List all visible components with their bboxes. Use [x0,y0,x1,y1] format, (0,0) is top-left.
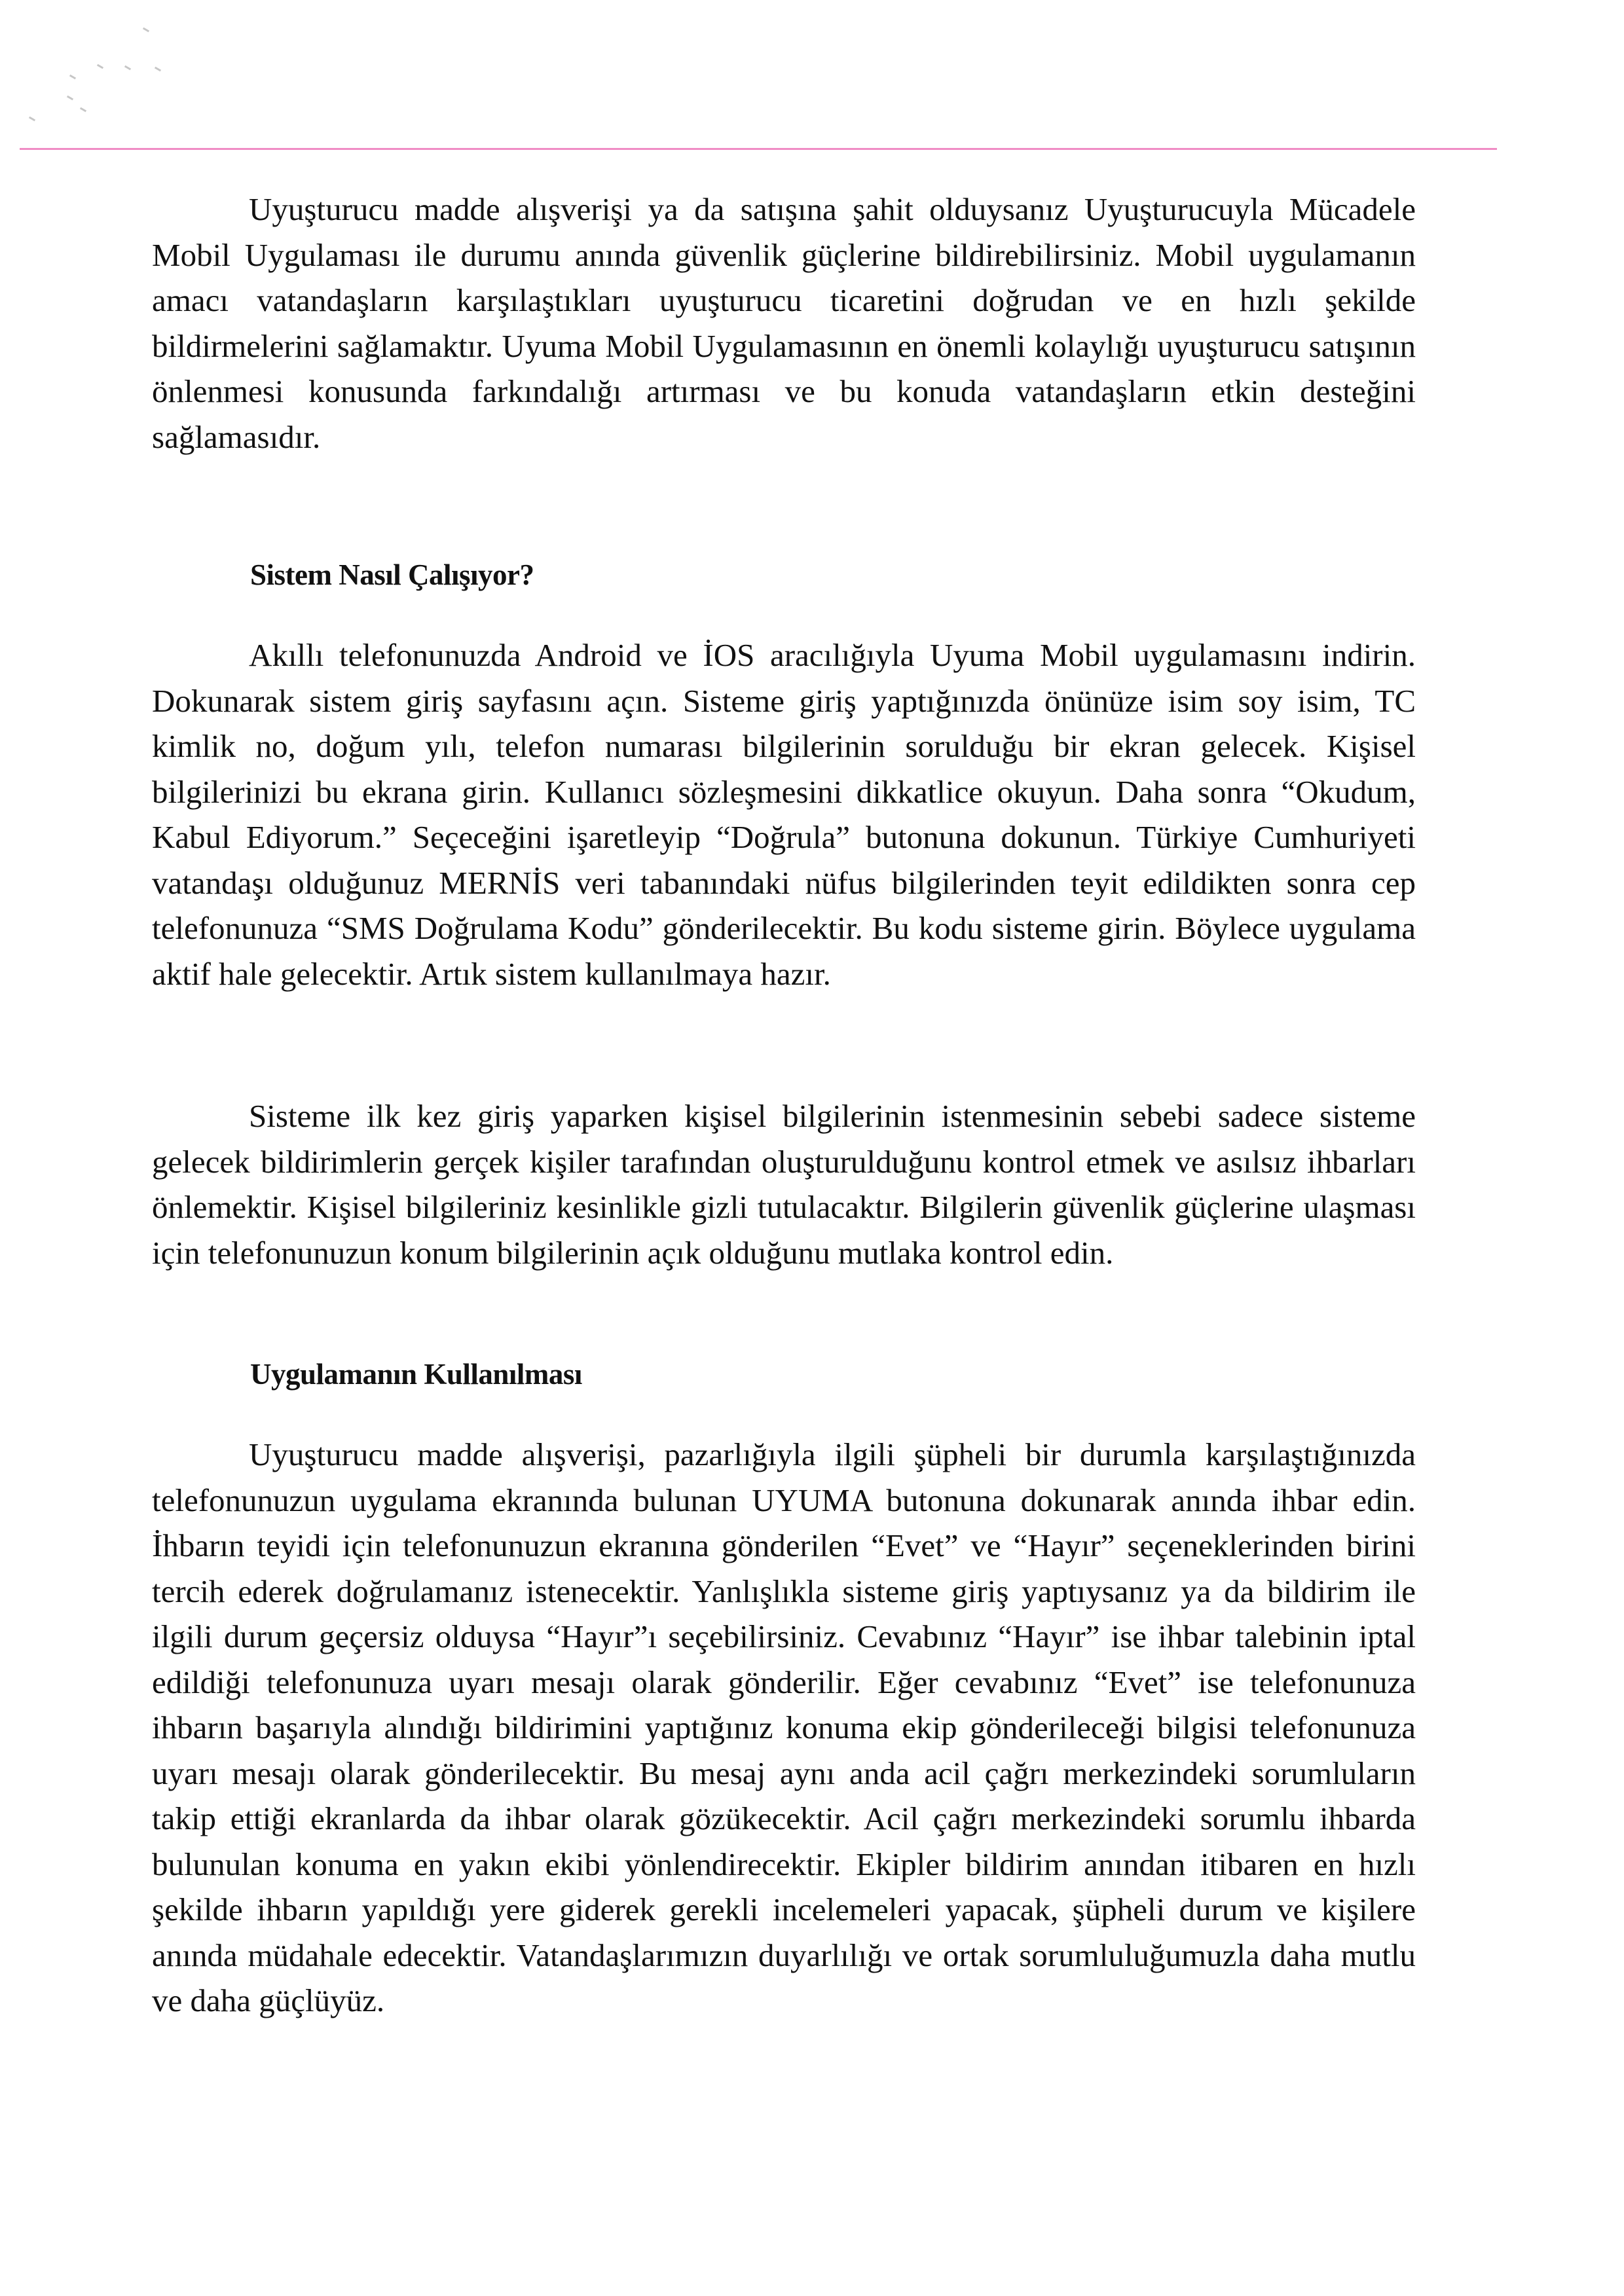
scan-artifact-marks [26,20,183,124]
section-heading-app-usage: Uygulamanın Kullanılması [250,1358,582,1391]
intro-paragraph: Uyuşturucu madde alışverişi ya da satışına şahit olduysanız Uyuşturucuyla Mücadele Mobil Uygulaması ile durumu anında güvenlik güçlerine bildirebilirsiniz. Mobil uygulamanın amacı vatandaşların karşılaştıkları uyuşturucu ticaretini doğrudan ve en hızlı şekilde bildirmelerini sağlamaktır. Uyuma Mobil Uygulamasının en önemli kolaylığı uyuşturucu satışının önlenmesi konusunda farkındalığı artırması ve bu konuda vatandaşların etkin desteğini sağlamasıdır. [152,191,1416,455]
paragraph-personal-data-reason: Sisteme ilk kez giriş yaparken kişisel bilgilerinin istenmesinin sebebi sadece sisteme gelecek bildirimlerin gerçek kişiler tarafından oluşturulduğunu kontrol etmek ve asılsız ihbarları önlemektir. Kişisel bilgileriniz kesinlikle gizli tutulacaktır. Bilgilerin güvenlik güçlerine ulaşması için telefonunuzun konum bilgilerinin açık olduğunu mutlaka kontrol edin. [152,1098,1416,1271]
document-body [152,187,1416,2024]
paragraph-app-usage: Uyuşturucu madde alışverişi, pazarlığıyla ilgili şüpheli bir durumla karşılaştığınızda telefonunuzun uygulama ekranında bulunan UYUMA butonuna dokunarak anında ihbar edin. İhbarın teyidi için telefonunuzun ekranına gönderilen “Evet” ve “Hayır” seçeneklerinden birini tercih ederek doğrulamanız istenecektir. Yanlışlıkla sisteme giriş yaptıysanız ya da bildirim ile ilgili durum geçersiz olduysa “Hayır”ı seçebilirsiniz. Cevabınız “Hayır” ise ihbar talebinin iptal edildiği telefonunuza uyarı mesajı olarak gönderilir. Eğer cevabınız “Evet” ise telefonunuza ihbarın başarıyla alındığı bildirimini yaptığınız konuma ekip gönderileceği bilgisi telefonunuza uyarı mesajı olarak gönderilecektir. Bu mesaj aynı anda acil çağrı merkezindeki sorumluların takip ettiği ekranlarda da ihbar olarak gözükecektir. Acil çağrı merkezindeki sorumlu ihbarda bulunulan konuma en yakın ekibi yönlendirecektir. Ekipler bildirim anından itibaren en hızlı şekilde ihbarın yapıldığı yere giderek gerekli incelemeleri yapacak, şüpheli durum ve kişilere anında müdahale edecektir. Vatandaşlarımızın duyarlılığı ve ortak sorumluluğumuzla daha mutlu ve daha güçlüyüz. [152,1436,1416,2018]
paragraph-system-setup: Akıllı telefonunuzda Android ve İOS aracılığıyla Uyuma Mobil uygulamasını indirin. Dokunarak sistem giriş sayfasını açın. Sisteme giriş yaptığınızda önünüze isim soy isim, TC kimlik no, doğum yılı, telefon numarası bilgilerinin sorulduğu bir ekran gelecek. Kişisel bilgilerinizi bu ekrana girin. Kullanıcı sözleşmesini dikkatlice okuyun. Daha sonra “Okudum, Kabul Ediyorum.” Seçeceğini işaretleyip “Doğrula” butonuna dokunun. Türkiye Cumhuriyeti vatandaşı olduğunuz MERNİS veri tabanındaki nüfus bilgilerinden teyit edildikten sonra cep telefonunuza “SMS Doğrulama Kodu” gönderilecektir. Bu kodu sisteme girin. Böylece uygulama aktif hale gelecektir. Artık sistem kullanılmaya hazır. [152,637,1416,992]
header-rule-divider [20,148,1497,150]
section-heading-how-system-works: Sistem Nasıl Çalışıyor? [250,558,534,591]
